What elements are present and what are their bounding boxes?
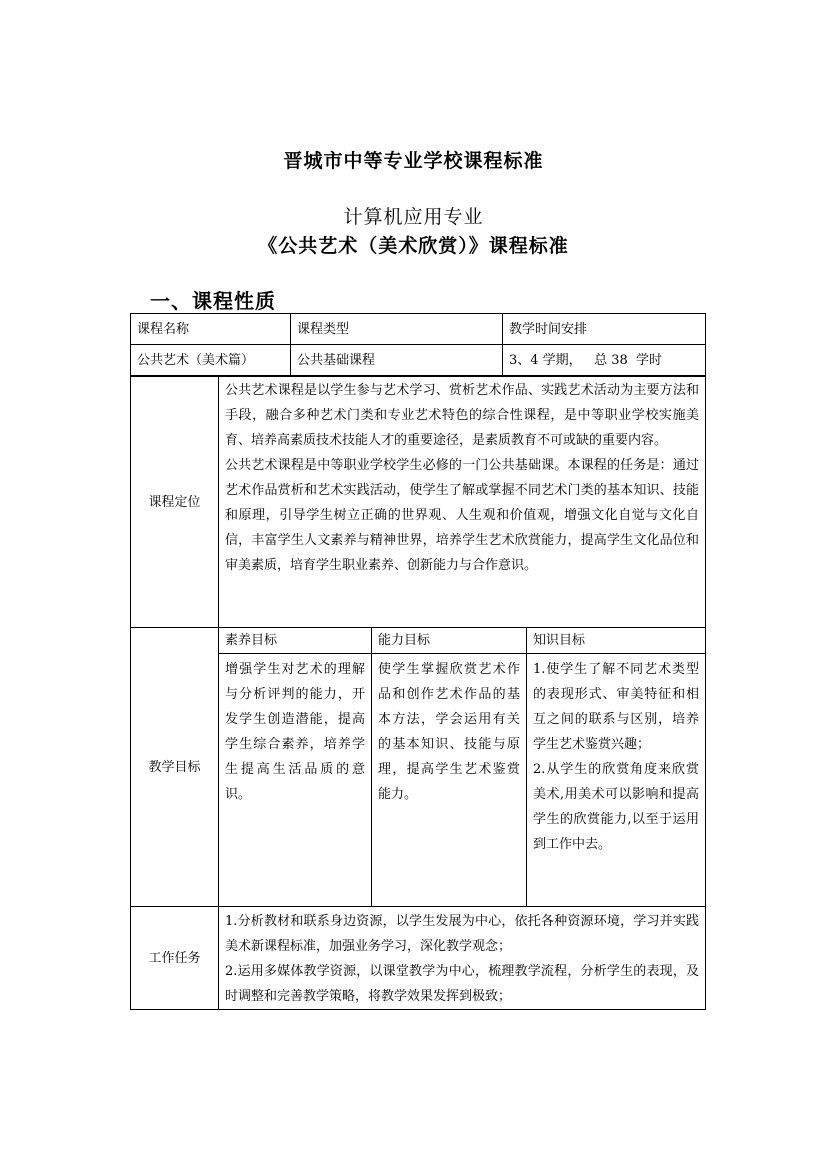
knowledge-item: 1.使学生了解不同艺术类型的表现形式、审美特征和相互之间的联系与区别，培养学生艺术鉴赏兴趣； <box>533 662 700 752</box>
goals-label: 教学目标 <box>131 628 219 907</box>
course-title: 《公共艺术（美术欣赏）》课程标准 <box>258 235 569 257</box>
table-row <box>131 345 706 376</box>
header-literacy-goal: 素养目标 <box>219 628 372 654</box>
knowledge-item: 2.从学生的欣赏角度来欣赏美术,用美术可以影响和提高学生的欣赏能力,以至于运用到工作中去。 <box>533 762 700 852</box>
header-course-name: 课程名称 <box>131 314 291 345</box>
positioning-content <box>219 377 706 628</box>
cell-course-type: 公共基础课程 <box>291 345 503 376</box>
table-row <box>131 907 706 1010</box>
section-heading: 一、课程性质 <box>150 289 276 313</box>
positioning-label: 课程定位 <box>131 377 219 628</box>
header-course-type: 课程类型 <box>291 314 503 345</box>
course-detail-table <box>130 376 706 1010</box>
table-row <box>131 377 706 628</box>
header-ability-goal: 能力目标 <box>372 628 527 654</box>
positioning-paragraph: 公共艺术课程是中等职业学校学生必修的一门公共基础课。本课程的任务是：通过艺术作品赏析和艺术实践活动，使学生了解或掌握不同艺术门类的基本知识、技能和原理，引导学生树立正确的世界观、人生观和价值观，增强文化自觉与文化自信，丰富学生人文素养与精神世界，培养学生艺术欣赏能力，提高学生文化品位和审美素质，培育学生职业素养、创新能力与合作意识。 <box>225 458 700 573</box>
tasks-content <box>219 907 706 1010</box>
cell-schedule: 3、4 学期， 总 38 学时 <box>503 345 706 376</box>
course-info-table <box>130 313 706 376</box>
knowledge-goal-text <box>527 654 706 907</box>
major-subtitle: 计算机应用专业 <box>343 206 484 228</box>
ability-goal-text: 使学生掌握欣赏艺术作品和创作艺术作品的基本方法，学会运用有关的基本知识、技能与原理，提高学生艺术鉴赏能力。 <box>372 654 527 907</box>
document-title: 晋城市中等专业学校课程标准 <box>283 150 544 172</box>
tasks-label: 工作任务 <box>131 907 219 1010</box>
header-knowledge-goal: 知识目标 <box>527 628 706 654</box>
cell-course-name: 公共艺术（美术篇） <box>131 345 291 376</box>
task-item: 1.分析教材和联系身边资源，以学生发展为中心，依托各种资源环境，学习并实践美术新课程标准，加强业务学习，深化教学观念； <box>225 914 700 954</box>
header-schedule: 教学时间安排 <box>503 314 706 345</box>
table-row <box>131 628 706 654</box>
task-item: 2.运用多媒体教学资源，以课堂教学为中心，梳理教学流程，分析学生的表现，及时调整和完善教学策略，将教学效果发挥到极致； <box>225 964 700 1004</box>
literacy-goal-text: 增强学生对艺术的理解与分析评判的能力，开发学生创造潜能，提高学生综合素养，培养学生提高生活品质的意识。 <box>219 654 372 907</box>
table-row <box>131 314 706 345</box>
positioning-paragraph: 公共艺术课程是以学生参与艺术学习、赏析艺术作品、实践艺术活动为主要方法和手段，融合多种艺术门类和专业艺术特色的综合性课程，是中等职业学校实施美育、培养高素质技术技能人才的重要途径，是素质教育不可或缺的重要内容。 <box>225 383 700 448</box>
